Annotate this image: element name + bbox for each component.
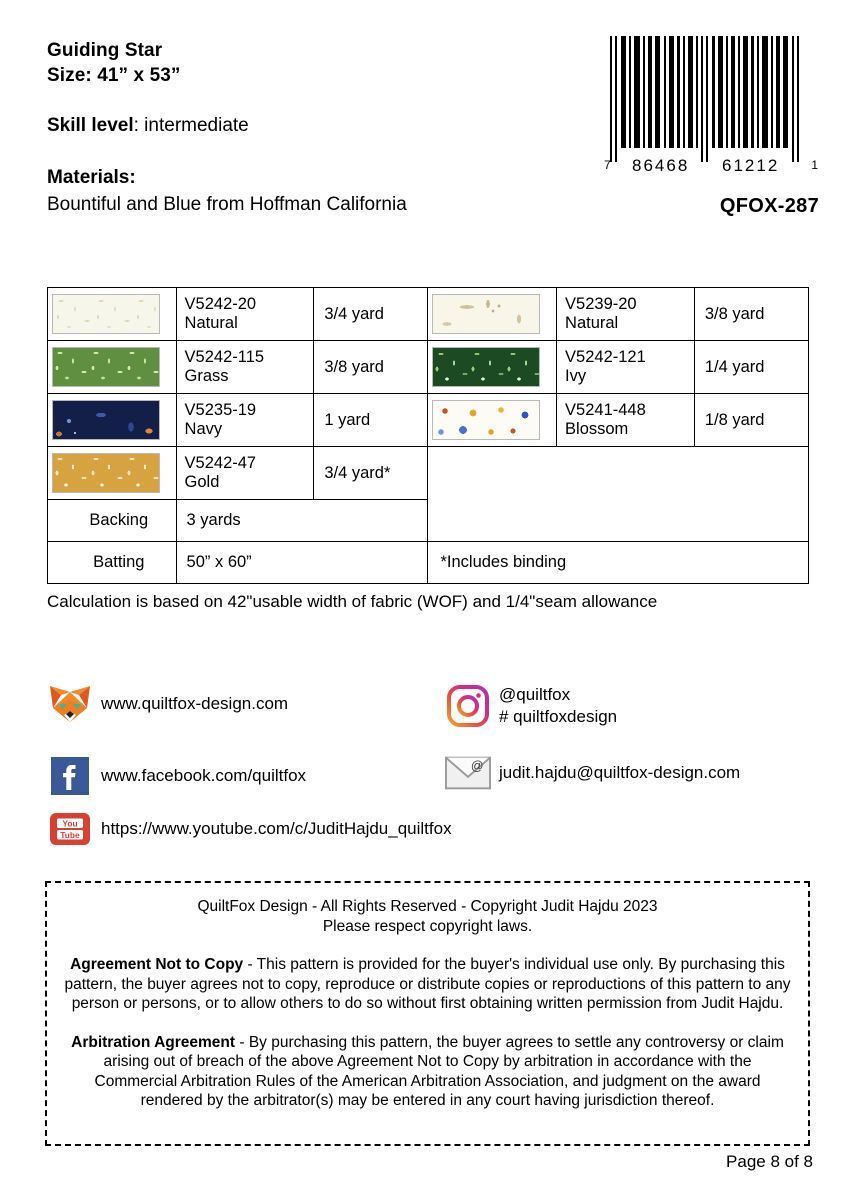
materials-table: [47, 287, 809, 584]
swatch-ivy-green-icon: [432, 347, 540, 387]
fabric-code: V5235-19: [184, 401, 257, 419]
swatch-navy-floral-icon: [52, 400, 160, 440]
fabric-colorname: Natural: [565, 314, 619, 332]
fabric-amount: 1 yard: [314, 394, 428, 447]
contact-facebook[interactable]: [47, 756, 306, 796]
fabric-swatch-cell: [48, 394, 177, 447]
fabric-colorname: Gold: [184, 473, 220, 491]
table-row: [48, 341, 809, 394]
fabric-code: V5239-20: [565, 295, 637, 313]
batting-label: Batting: [48, 542, 177, 584]
fabric-name-cell: [176, 288, 314, 341]
skill-level-value: : intermediate: [133, 115, 249, 136]
fabric-code: V5242-20: [184, 295, 257, 313]
batting-value: 50” x 60”: [176, 542, 428, 584]
swatch-grass-leaves-icon: [52, 347, 160, 387]
barcode-digit-right: 1: [811, 158, 819, 172]
fabric-swatch-cell: [428, 341, 557, 394]
barcode-digits-group1: 86468: [632, 156, 690, 175]
backing-label: Backing: [48, 500, 177, 542]
quilt-size: Size: 41” x 53”: [47, 65, 181, 86]
page-number: Page 8 of 8: [726, 1152, 813, 1171]
instagram-icon: [445, 685, 491, 727]
skill-level-label: Skill level: [47, 115, 134, 136]
instagram-hashtag: # quiltfoxdesign: [499, 707, 618, 726]
fabric-name-cell: [557, 288, 695, 341]
fabric-swatch-cell: [428, 288, 557, 341]
fabric-code: V5242-115: [184, 348, 265, 366]
contact-instagram[interactable]: [445, 684, 617, 728]
fabric-name-cell: [176, 447, 314, 500]
agreement-title: Agreement Not to Copy: [70, 956, 244, 973]
fabric-swatch-cell: [48, 447, 177, 500]
fabric-name-cell: [557, 394, 695, 447]
fabric-colorname: Grass: [184, 367, 229, 385]
copyright-line-1: QuiltFox Design - All Rights Reserved - Copyright Judit Hajdu 2023: [197, 898, 658, 915]
barcode-digit-left: 7: [604, 158, 612, 172]
youtube-icon: [47, 812, 93, 846]
fabric-swatch-cell: [428, 394, 557, 447]
instagram-handles[interactable]: [499, 684, 617, 728]
fabric-amount: 3/4 yard*: [314, 447, 428, 500]
envelope-at-icon: [445, 756, 491, 790]
svg-text:@: @: [470, 759, 484, 774]
fabric-colorname: Blossom: [565, 420, 629, 438]
facebook-icon: [47, 756, 93, 796]
fox-logo-icon: [47, 684, 93, 724]
svg-text:Tube: Tube: [60, 829, 80, 840]
swatch-botanical-cream-icon: [432, 294, 540, 334]
fabric-amount: 1/8 yard: [694, 394, 808, 447]
fabric-code: V5242-47: [184, 454, 257, 472]
fabric-swatch-cell: [48, 341, 177, 394]
fabric-amount: 1/4 yard: [694, 341, 808, 394]
upc-barcode-icon: [604, 36, 819, 162]
youtube-url[interactable]: https://www.youtube.com/c/JuditHajdu_quiltfox: [101, 819, 452, 838]
materials-collection: Bountiful and Blue from Hoffman California: [47, 194, 407, 215]
table-row: [48, 394, 809, 447]
swatch-gold-leaves-icon: [52, 453, 160, 493]
pattern-header: [47, 38, 567, 217]
materials-heading: Materials:: [47, 167, 136, 188]
copyright-legal-box: [45, 881, 810, 1146]
fabric-name-cell: [557, 341, 695, 394]
agreement-not-to-copy: [63, 955, 792, 1014]
fabric-swatch-cell: [48, 288, 177, 341]
website-url[interactable]: www.quiltfox-design.com: [101, 694, 289, 713]
copyright-line-2: Please respect copyright laws.: [322, 917, 533, 935]
binding-note: *Includes binding: [428, 542, 809, 584]
arbitration-title: Arbitration Agreement: [71, 1033, 236, 1051]
contact-youtube[interactable]: [47, 812, 452, 846]
swatch-cream-leaves-icon: [52, 294, 160, 334]
barcode-digits-group2: 61212: [722, 156, 780, 175]
arbitration-agreement: [63, 1033, 792, 1111]
skill-level: [47, 114, 567, 138]
calculation-note: Calculation is based on 42"usable width of fabric (WOF) and 1/4"seam allowance: [47, 592, 658, 611]
fabric-amount: 3/4 yard: [314, 288, 428, 341]
fabric-colorname: Navy: [184, 420, 223, 438]
svg-text:You: You: [62, 818, 78, 829]
fabric-name-cell: [176, 341, 314, 394]
facebook-url[interactable]: www.facebook.com/quiltfox: [101, 766, 307, 785]
agreement-body: - This pattern is provided for the buyer's individual use only. By purchasing this pattern, the buyer agrees not to copy, reproduce or distribute copies or reproductions of this pattern to any person or persons, or to allow others to do so without first obtaining written permission from Judit Hajdu.: [64, 956, 791, 1012]
fabric-amount: 3/8 yard: [314, 341, 428, 394]
table-row: [48, 542, 809, 584]
contact-email[interactable]: [445, 756, 740, 790]
fabric-colorname: Natural: [184, 314, 238, 332]
product-sku: QFOX-287: [719, 195, 819, 217]
backing-value: 3 yards: [176, 500, 428, 542]
barcode-digits: [604, 156, 819, 182]
empty-cell: [428, 447, 809, 542]
table-row: [48, 447, 809, 500]
fabric-code: V5241-448: [565, 401, 646, 419]
barcode-block: [597, 36, 819, 218]
contact-website[interactable]: [47, 684, 288, 724]
email-address[interactable]: judit.hajdu@quiltfox-design.com: [499, 763, 741, 782]
fabric-amount: 3/8 yard: [694, 288, 808, 341]
instagram-handle: @quiltfox: [499, 685, 571, 704]
arbitration-body: - By purchasing this pattern, the buyer agrees to settle any controversy or claim arising out of breach of the above Agreement Not to Copy by arbitration in accordance with the Commercial Arbitration Rules of the American Arbitration Association, and judgment on the award rendered by the arbitrator(s) may be entered in any court having jurisdiction thereof.: [94, 1033, 784, 1109]
page-title: Guiding Star: [47, 40, 163, 61]
fabric-name-cell: [176, 394, 314, 447]
fabric-colorname: Ivy: [565, 367, 587, 385]
table-row: [48, 288, 809, 341]
swatch-blossom-floral-icon: [432, 400, 540, 440]
fabric-code: V5242-121: [565, 348, 646, 366]
